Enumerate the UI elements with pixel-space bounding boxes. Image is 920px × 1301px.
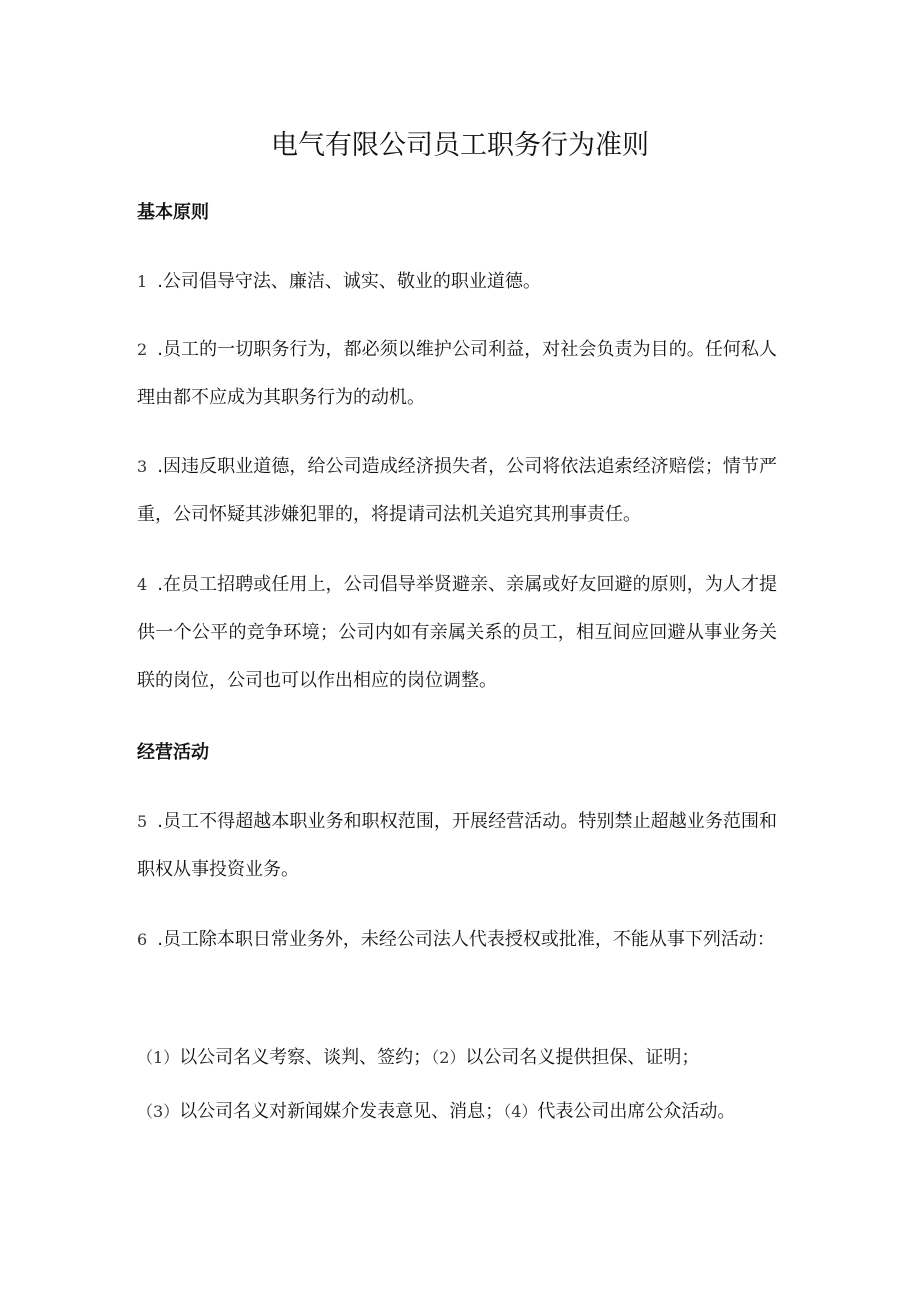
sub-item-text: 以公司名义提供担保、证明； <box>465 1047 700 1068</box>
item-text: .员工的一切职务行为，都必须以维护公司利益，对社会负责为目的。任何私人理由都不应成为其职务行为的动机。 <box>137 339 777 408</box>
item-text: .因违反职业道德，给公司造成经济损失者，公司将依法追索经济赔偿；情节严重，公司怀疑其涉嫌犯罪的，将提请司法机关追究其刑事责任。 <box>137 456 777 525</box>
list-item <box>137 443 777 539</box>
item-text: .在员工招聘或任用上，公司倡导举贤避亲、亲属或好友回避的原则，为人才提供一个公平的竞争环境；公司内如有亲属关系的员工，相互间应回避从事业务关联的岗位，公司也可以作出相应的岗位调整。 <box>137 574 777 691</box>
item-number: 4 <box>137 575 148 594</box>
sub-item-marker: （1） <box>137 1048 180 1067</box>
item-number: 3 <box>137 457 148 476</box>
sub-item-marker: （4） <box>503 1102 538 1121</box>
list-item <box>137 326 777 422</box>
sub-item-marker: （2） <box>431 1048 466 1067</box>
item-number: 2 <box>137 340 148 359</box>
list-item <box>137 798 777 894</box>
item-number: 5 <box>137 812 148 831</box>
list-item <box>137 916 777 964</box>
sub-item-text: 代表公司出席公众活动。 <box>537 1101 736 1122</box>
section-heading-business-activities: 经营活动 <box>137 742 209 763</box>
item-text: .员工不得超越本职业务和职权范围，开展经营活动。特别禁止超越业务范围和职权从事投资业务。 <box>137 811 777 880</box>
sub-item-line <box>137 1043 797 1073</box>
section-heading-basic-principles: 基本原则 <box>137 202 209 223</box>
sub-item-text: 以公司名义对新闻媒介发表意见、消息； <box>179 1101 504 1122</box>
sub-item-marker: （3） <box>137 1102 180 1121</box>
item-text: .员工除本职日常业务外，未经公司法人代表授权或批准，不能从事下列活动： <box>157 929 775 950</box>
item-text: .公司倡导守法、廉洁、诚实、敬业的职业道德。 <box>157 271 541 292</box>
item-number: 1 <box>137 272 148 291</box>
sub-item-line <box>137 1097 797 1127</box>
sub-item-text: 以公司名义考察、谈判、签约； <box>179 1047 432 1068</box>
page-title: 电气有限公司员工职务行为准则 <box>271 130 649 161</box>
item-number: 6 <box>137 930 148 949</box>
list-item <box>137 258 777 306</box>
list-item <box>137 561 777 705</box>
